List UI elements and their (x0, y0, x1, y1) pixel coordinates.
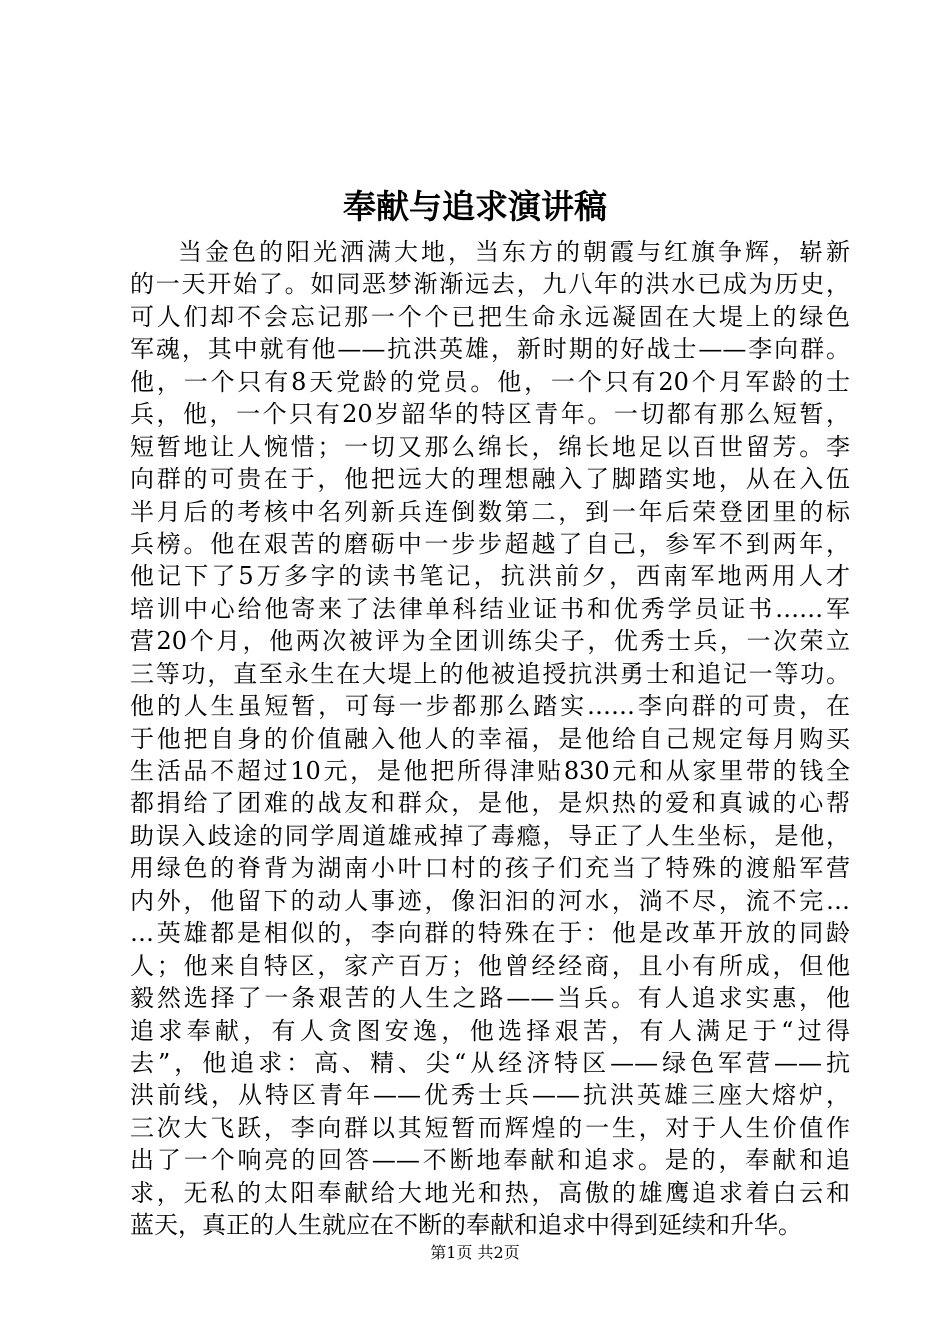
body-line: 兵榜。他在艰苦的磨砺中一步步超越了自己，参军不到两年， (130, 529, 850, 558)
body-line: 于他把自身的价值融入他人的幸福，是他给自己规定每月购买 (130, 724, 850, 753)
body-line: 短暂地让人惋惜；一切又那么绵长，绵长地足以百世留芳。李 (130, 432, 850, 461)
body-line: 人；他来自特区，家产百万；他曾经经商，且小有所成，但他 (130, 951, 850, 980)
body-line: 洪前线，从特区青年——优秀士兵——抗洪英雄三座大熔炉， (130, 1081, 850, 1110)
body-line: 生活品不超过10元，是他把所得津贴830元和从家里带的钱全 (130, 757, 850, 785)
body-line: 营20个月，他两次被评为全团训练尖子，优秀士兵，一次荣立 (130, 627, 850, 656)
body-line: 内外，他留下的动人事迹，像汩汩的河水，淌不尽，流不完… (130, 886, 850, 915)
body-line: 求，无私的太阳奉献给大地光和热，高傲的雄鹰追求着白云和 (130, 1178, 850, 1207)
body-line: 助误入歧途的同学周道雄戒掉了毒瘾，导正了人生坐标，是他， (130, 821, 850, 850)
page-footer (0, 1242, 950, 1264)
body-line: 三次大飞跃，李向群以其短暂而辉煌的一生，对于人生价值作 (130, 1113, 850, 1142)
body-line: 的一天开始了。如同恶梦渐渐远去，九八年的洪水已成为历史， (130, 270, 850, 299)
body-line: 都捐给了团难的战友和群众，是他，是炽热的爱和真诚的心帮 (130, 789, 850, 818)
body-line: 追求奉献，有人贪图安逸，他选择艰苦，有人满足于“过得 (130, 1016, 850, 1045)
body-line: 他记下了5万多字的读书笔记，抗洪前夕，西南军地两用人才 (130, 562, 850, 591)
body-line: 培训中心给他寄来了法律单科结业证书和优秀学员证书……军 (130, 594, 850, 623)
body-line: 他，一个只有8天党龄的党员。他，一个只有20个月军龄的士 (130, 367, 850, 396)
body-line: 向群的可贵在于，他把远大的理想融入了脚踏实地，从在入伍 (130, 465, 850, 494)
body-line: 三等功，直至永生在大堤上的他被追授抗洪勇士和追记一等功。 (130, 659, 850, 688)
body-line: 军魂，其中就有他——抗洪英雄，新时期的好战士——李向群。 (130, 335, 850, 364)
document-title: 奉献与追求演讲稿 (343, 187, 607, 226)
body-line: 兵，他，一个只有20岁韶华的特区青年。一切都有那么短暂， (130, 400, 850, 429)
document-body (130, 236, 850, 1242)
body-line: 可人们却不会忘记那一个个已把生命永远凝固在大堤上的绿色 (130, 302, 850, 331)
body-line: 蓝天，真正的人生就应在不断的奉献和追求中得到延续和升华。 (130, 1211, 802, 1240)
body-line: …英雄都是相似的，李向群的特殊在于：他是改革开放的同龄 (130, 919, 850, 948)
body-line: 用绿色的脊背为湖南小叶口村的孩子们充当了特殊的渡船军营 (130, 854, 850, 883)
body-line: 去”，他追求：高、精、尖“从经济特区——绿色军营——抗 (130, 1048, 850, 1077)
page-number-label: 第1页 共2页 (430, 1243, 520, 1262)
body-line: 出了一个响亮的回答——不断地奉献和追求。是的，奉献和追 (130, 1146, 850, 1175)
body-line: 当金色的阳光洒满大地，当东方的朝霞与红旗争辉，崭新 (178, 238, 850, 266)
body-line: 毅然选择了一条艰苦的人生之路——当兵。有人追求实惠，他 (130, 984, 850, 1013)
body-line: 他的人生虽短暂，可每一步都那么踏实……李向群的可贵，在 (130, 692, 850, 721)
body-line: 半月后的考核中名列新兵连倒数第二，到一年后荣登团里的标 (130, 497, 850, 526)
